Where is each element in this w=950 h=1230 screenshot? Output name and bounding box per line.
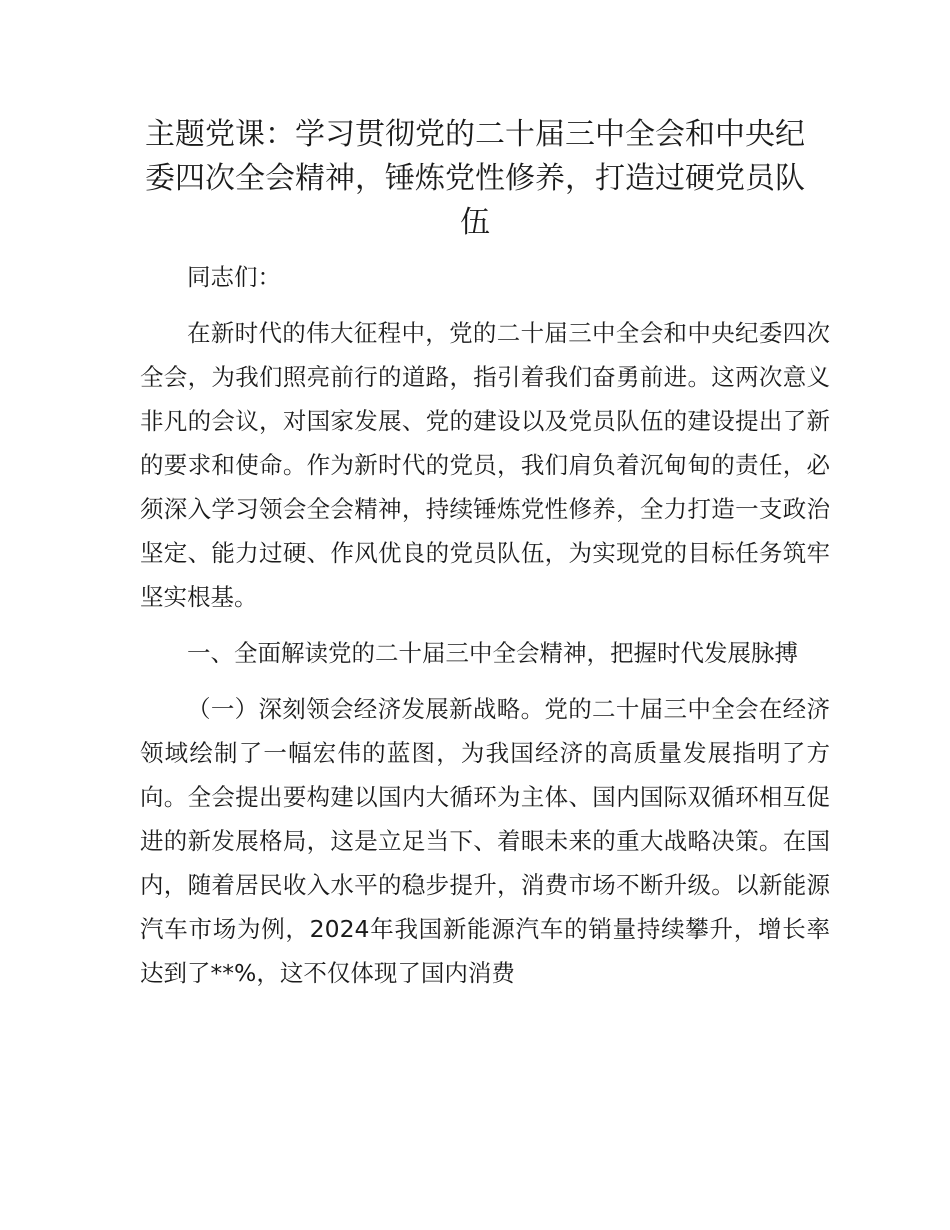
greeting: 同志们： (187, 263, 281, 291)
section-heading-1: 一、全面解读党的二十届三中全会精神，把握时代发展脉搏 (187, 639, 798, 667)
subsection-paragraph-1: （一）深刻领会经济发展新战略。党的二十届三中全会在经济领域绘制了一幅宏伟的蓝图，为我国经济的高质量发展指明了方向。全会提出要构建以国内大循环为主体、国内国际双循环相互促进的新发展格局，这是立足当下、着眼未来的重大战略决策。在国内，随着居民收入水平的稳步提升，消费市场不断升级。以新能源汽车市场为例，2024年我国新能源汽车的销量持续攀升，增长率达到了**%，这不仅体现了国内消费 (140, 695, 830, 987)
document-body (140, 255, 830, 995)
document-title: 主题党课：学习贯彻党的二十届三中全会和中央纪委四次全会精神，锤炼党性修养，打造过硬党员队伍 (145, 117, 805, 240)
intro-paragraph: 在新时代的伟大征程中，党的二十届三中全会和中央纪委四次全会，为我们照亮前行的道路，指引着我们奋勇前进。这两次意义非凡的会议，对国家发展、党的建设以及党员队伍的建设提出了新的要求和使命。作为新时代的党员，我们肩负着沉甸甸的责任，必须深入学习领会全会精神，持续锤炼党性修养，全力打造一支政治坚定、能力过硬、作风优良的党员队伍，为实现党的目标任务筑牢坚实根基。 (140, 319, 830, 611)
